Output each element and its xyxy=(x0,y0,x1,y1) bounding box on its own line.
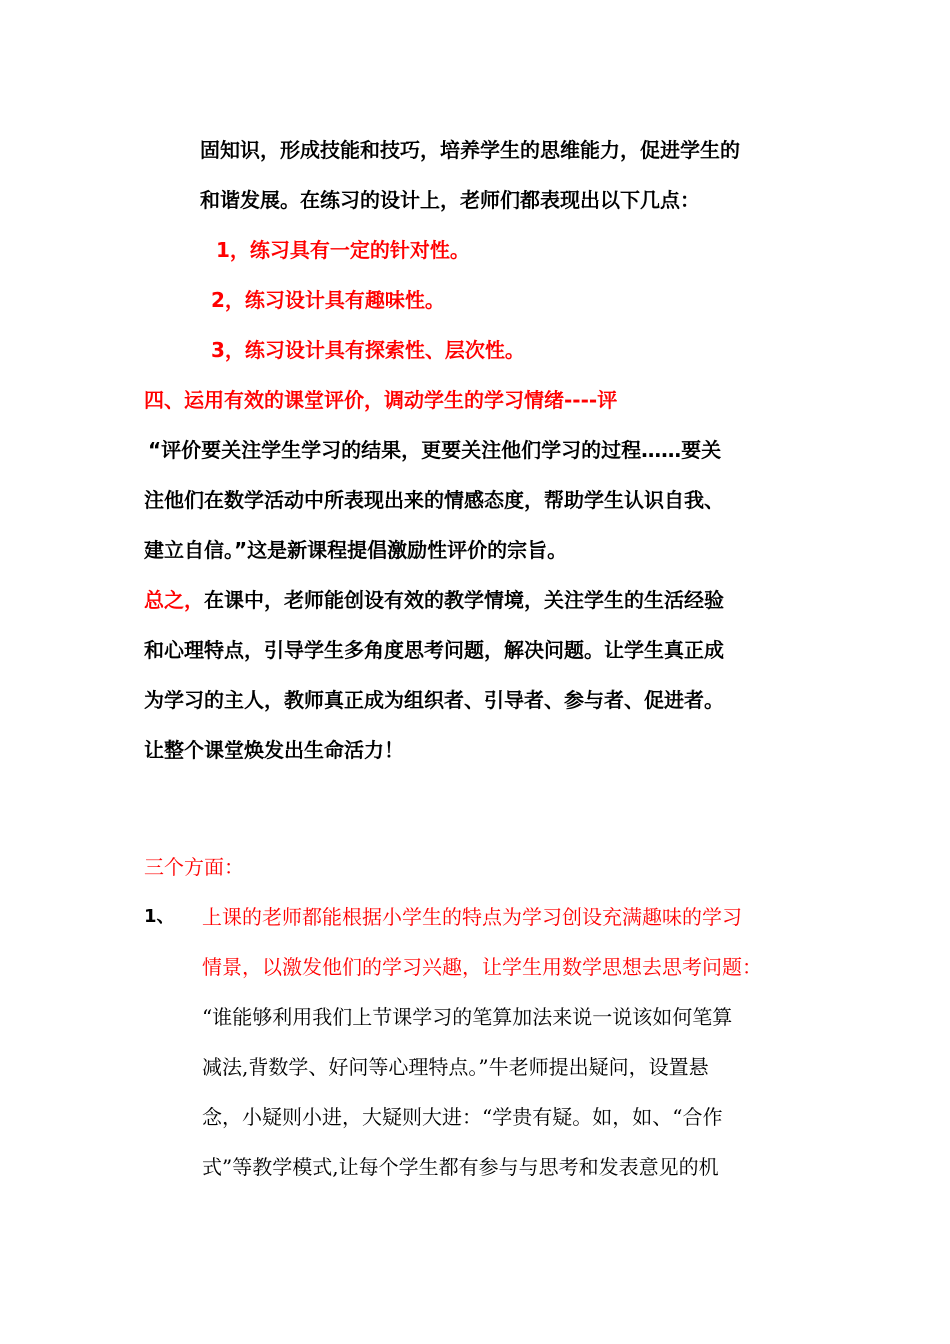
summary-line: 让整个课堂焕发出生命活力！ xyxy=(144,738,404,762)
list-item-line: 情景，以激发他们的学习兴趣，让学生用数学思想去思考问题： xyxy=(202,955,762,979)
list-item-line: 减法,背数学、好问等心理特点。”牛老师提出疑问，设置悬 xyxy=(202,1055,709,1079)
list-item-line: 上课的老师都能根据小学生的特点为学习创设充满趣味的学习 xyxy=(202,905,742,929)
list-item-line: 念，小疑则小进，大疑则大进：“学贵有疑。如，如、“合作 xyxy=(202,1105,723,1129)
quote-line: 注他们在数学活动中所表现出来的情感态度，帮助学生认识自我、 xyxy=(144,488,724,512)
list-item-line: 式”等教学模式,让每个学生都有参与与思考和发表意见的机 xyxy=(202,1155,719,1179)
quote-line: “评价要关注学生学习的结果，更要关注他们学习的过程……要关 xyxy=(148,438,722,462)
paragraph-line: 和谐发展。在练习的设计上，老师们都表现出以下几点： xyxy=(200,188,700,212)
summary-text: 在课中，老师能创设有效的教学情境，关注学生的生活经验 xyxy=(204,588,724,612)
summary-line: 和心理特点，引导学生多角度思考问题，解决问题。让学生真正成 xyxy=(144,638,724,662)
point-item-3: 3，练习设计具有探索性、层次性。 xyxy=(211,338,525,362)
list-item-line: “谁能够利用我们上节课学习的笔算加法来说一说该如何笔算 xyxy=(202,1005,733,1029)
quote-line: 建立自信。”这是新课程提倡激励性评价的宗旨。 xyxy=(144,538,568,562)
summary-line: 为学习的主人，教师真正成为组织者、引导者、参与者、促进者。 xyxy=(144,688,724,712)
paragraph-line: 固知识，形成技能和技巧，培养学生的思维能力，促进学生的 xyxy=(200,138,740,162)
aspects-heading: 三个方面： xyxy=(144,855,244,879)
point-item-2: 2，练习设计具有趣味性。 xyxy=(211,288,445,312)
point-item-1: 1，练习具有一定的针对性。 xyxy=(216,238,470,262)
summary-prefix: 总之， xyxy=(144,588,204,612)
section-heading: 四、运用有效的课堂评价，调动学生的学习情绪----评 xyxy=(144,388,618,412)
summary-line xyxy=(144,585,724,615)
list-number: 1、 xyxy=(144,906,175,927)
